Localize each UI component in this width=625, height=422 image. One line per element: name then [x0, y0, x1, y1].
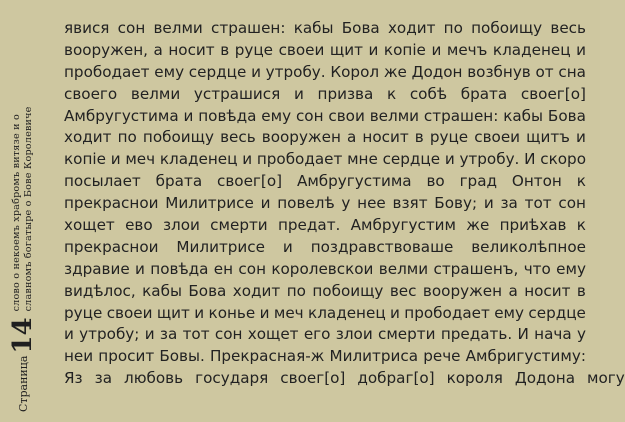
word: предат. — [277, 216, 341, 235]
word: и — [194, 303, 205, 322]
word: ен — [213, 259, 234, 278]
word: сна — [558, 62, 586, 81]
word: меч — [125, 150, 156, 169]
word: сон — [558, 194, 586, 213]
word: Амбругустим — [350, 216, 456, 235]
word: и — [431, 40, 442, 59]
word: поздравствоваше — [310, 237, 454, 256]
word: конье — [208, 303, 256, 322]
word: приѣхав — [499, 216, 567, 235]
page-label: Страница — [16, 355, 30, 412]
word: по — [443, 19, 463, 37]
text-line — [64, 84, 586, 106]
body-text — [64, 18, 625, 390]
text-line — [64, 40, 586, 62]
word: Бовы. — [159, 347, 205, 366]
word: повелѣ — [277, 194, 335, 213]
word: брата — [155, 172, 203, 191]
word: повѣда — [150, 259, 209, 278]
word: кладенец — [492, 40, 571, 59]
word: видѣлос, — [64, 281, 136, 300]
word: явися — [64, 19, 110, 37]
book-title-line-1: слово о некоемъ храбромъ витязе и о — [11, 114, 22, 312]
word: кладенец — [308, 303, 386, 322]
word: Корол — [330, 62, 380, 81]
word: Онтон — [511, 172, 562, 191]
word: и — [144, 325, 155, 344]
word: ему — [494, 303, 524, 322]
word: за — [500, 194, 518, 213]
word: ходит — [387, 19, 436, 37]
text-line — [64, 368, 625, 390]
word: по — [286, 281, 306, 300]
word: Амбругустима — [64, 106, 179, 125]
word: ему — [556, 259, 586, 278]
word: ево — [125, 216, 153, 235]
text-line — [64, 259, 586, 281]
side-caption — [6, 0, 40, 422]
word: Милитрисе — [176, 237, 265, 256]
text-line — [64, 237, 586, 259]
word: взят — [392, 194, 428, 213]
word: и — [483, 194, 494, 213]
word: рече — [423, 347, 461, 366]
word: хощет — [247, 325, 299, 344]
word: и — [135, 259, 145, 278]
word: Бова — [547, 106, 586, 125]
word: Прекрасная-ж — [209, 347, 325, 366]
word: его — [303, 325, 331, 344]
word: меч — [273, 303, 304, 322]
word: Яз — [64, 369, 83, 388]
word: в — [220, 40, 230, 59]
word: Милитрисе — [165, 194, 254, 213]
text-line — [64, 303, 586, 325]
word: а — [346, 128, 357, 147]
word: же — [383, 62, 407, 81]
word: копiе — [383, 40, 426, 59]
word: к — [576, 216, 586, 235]
word: Милитриса — [329, 347, 419, 366]
word: своег[о] — [217, 172, 283, 191]
word: повѣда — [198, 106, 257, 125]
word: побоищу — [312, 281, 384, 300]
word: короля — [446, 369, 503, 388]
word: просит — [98, 347, 155, 366]
word: и — [368, 40, 379, 59]
word: велми — [130, 84, 181, 103]
word: вооружен, — [64, 40, 148, 59]
word: и — [282, 237, 293, 256]
word: скоро — [540, 150, 586, 169]
word: королевскои — [271, 259, 374, 278]
word: к — [386, 84, 397, 103]
word: Бову; — [434, 194, 478, 213]
word: прекраснои — [64, 237, 159, 256]
word: Бова — [341, 19, 380, 37]
word: у — [341, 194, 351, 213]
word: сон — [214, 325, 243, 344]
word: и — [390, 303, 400, 322]
word: страшенъ, — [433, 259, 519, 278]
text-line — [64, 18, 586, 40]
word: носит — [524, 281, 571, 300]
word: сон — [117, 19, 146, 37]
word: нача — [534, 325, 572, 344]
word: злои — [162, 216, 200, 235]
word: и — [260, 194, 271, 213]
word: прекраснои — [64, 194, 159, 213]
word: и — [259, 303, 270, 322]
book-title-line-2: славномъ богатыре о Бове Королевиче — [23, 106, 34, 312]
word: И — [524, 150, 536, 169]
word: утробу. — [459, 150, 520, 169]
word: своеи — [106, 303, 153, 322]
word: утробу. — [265, 62, 326, 81]
word: за — [94, 369, 113, 388]
word: любовь — [124, 369, 184, 388]
word: сердце — [188, 62, 247, 81]
word: к — [576, 172, 586, 191]
word: утробу; — [79, 325, 140, 344]
word: велми — [369, 106, 420, 125]
word: щит — [329, 40, 363, 59]
word: ему — [261, 106, 292, 125]
word: посылает — [64, 172, 141, 191]
word: смерти — [378, 325, 436, 344]
word: ходит — [232, 281, 281, 300]
word: вес — [389, 281, 417, 300]
word: кабы — [503, 106, 544, 125]
text-line — [64, 127, 586, 149]
word: ему — [154, 62, 185, 81]
word: за — [159, 325, 178, 344]
word: своеи — [278, 40, 325, 59]
word: свои — [328, 106, 365, 125]
word: И — [517, 325, 529, 344]
word: сон — [238, 259, 266, 278]
word: весь — [220, 128, 256, 147]
word: руце — [64, 303, 103, 322]
word: сон — [295, 106, 324, 125]
word: своег[о] — [280, 369, 346, 388]
word: своего — [64, 84, 118, 103]
word: что — [523, 259, 551, 278]
text-line — [64, 193, 586, 215]
word: щитъ — [526, 128, 570, 147]
word: мне — [347, 150, 378, 169]
word: носит — [168, 40, 215, 59]
word: руце — [429, 128, 469, 147]
word: а — [153, 40, 163, 59]
word: кабы — [142, 281, 182, 300]
word: неи — [64, 347, 94, 366]
word: от — [535, 62, 554, 81]
word: добраг[о] — [357, 369, 435, 388]
word: собѣ — [409, 84, 448, 103]
word: и — [251, 62, 261, 81]
word: своеи — [474, 128, 521, 147]
word: а — [508, 281, 518, 300]
word: же — [466, 216, 490, 235]
word: прободает — [256, 150, 343, 169]
word: в — [576, 281, 586, 300]
word: ходит — [64, 128, 112, 147]
word: злои — [335, 325, 373, 344]
word: руце — [234, 40, 274, 59]
text-line — [64, 281, 586, 303]
word: устрашися — [193, 84, 281, 103]
word: и — [64, 325, 74, 344]
word: возбнув — [467, 62, 531, 81]
word: кладенец — [159, 150, 238, 169]
word: и — [242, 150, 253, 169]
word: нее — [357, 194, 386, 213]
text-line — [64, 171, 586, 193]
text-line — [64, 62, 586, 84]
word: Додон — [411, 62, 463, 81]
word: Амбругустима — [296, 172, 412, 191]
word: и — [110, 150, 121, 169]
text-line — [64, 215, 586, 237]
text-line — [64, 346, 586, 368]
word: велми — [378, 259, 429, 278]
word: копiе — [64, 150, 106, 169]
book-title — [11, 106, 35, 311]
word: побоищу — [142, 128, 214, 147]
word: во — [426, 172, 445, 191]
word: мечъ — [446, 40, 488, 59]
word: сердце — [528, 303, 586, 322]
word: и — [293, 84, 304, 103]
word: щит — [156, 303, 190, 322]
word: великолѣпное — [471, 237, 586, 256]
word: государя — [195, 369, 269, 388]
word: и — [183, 106, 194, 125]
word: предать. — [440, 325, 513, 344]
word: и — [576, 128, 586, 147]
word: Амбригустиму: — [465, 347, 586, 366]
word: прободает — [64, 62, 150, 81]
side-caption-rotated — [6, 12, 40, 412]
word: сердце — [382, 150, 441, 169]
word: хощет — [64, 216, 115, 235]
word: брата — [460, 84, 508, 103]
word: кабы — [293, 19, 334, 37]
page-number: 14 — [8, 317, 38, 354]
word: здравие — [64, 259, 130, 278]
word: страшен: — [423, 106, 499, 125]
word: прободает — [404, 303, 490, 322]
word: по — [117, 128, 137, 147]
text-line — [64, 149, 586, 171]
word: и — [444, 150, 455, 169]
word: вооружен — [261, 128, 341, 147]
word: Бова — [188, 281, 227, 300]
word: носит — [362, 128, 409, 147]
word: град — [459, 172, 498, 191]
word: смерти — [210, 216, 268, 235]
word: побоищу — [471, 19, 543, 37]
word: призва — [317, 84, 374, 103]
word: весь — [550, 19, 586, 37]
word: у — [576, 325, 586, 344]
word: Додона — [514, 369, 576, 388]
word: страшен: — [211, 19, 286, 37]
word: вооружен — [422, 281, 503, 300]
text-line — [64, 106, 586, 128]
word: своег[о] — [520, 84, 586, 103]
word: могу — [587, 369, 625, 388]
word: велми — [153, 19, 203, 37]
word: в — [414, 128, 424, 147]
text-line — [64, 324, 586, 346]
word: и — [576, 40, 586, 59]
word: тот — [524, 194, 552, 213]
word: тот — [182, 325, 210, 344]
